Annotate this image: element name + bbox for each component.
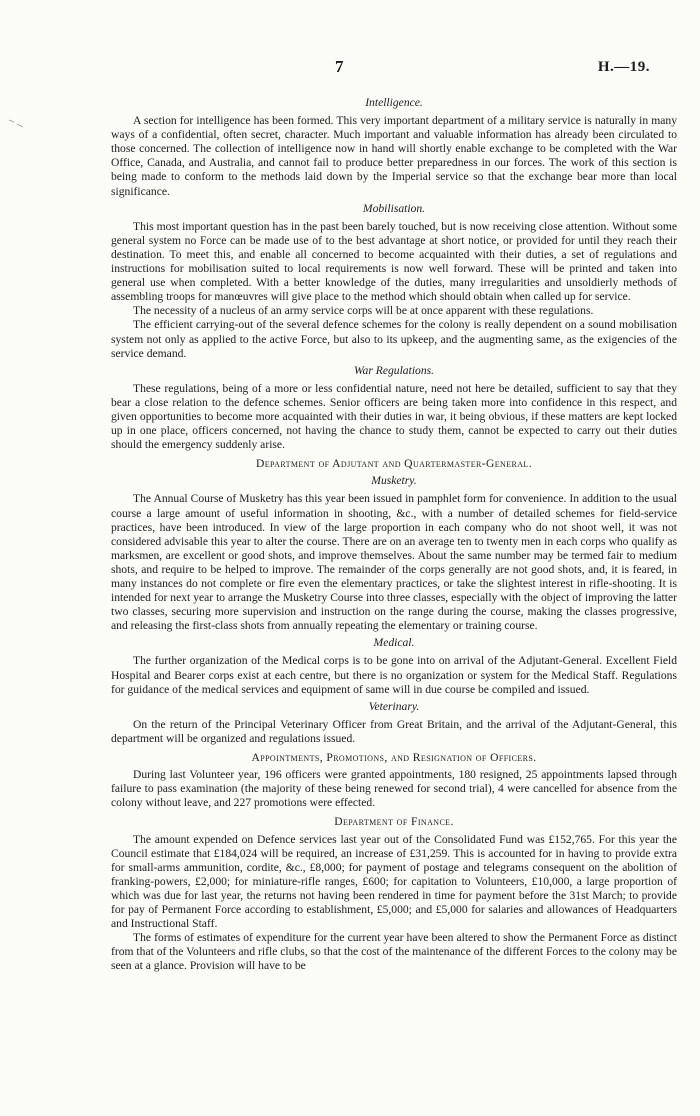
section-heading-medical: Medical. (373, 636, 415, 650)
paragraph: The further organization of the Medical corps is to be gone into on arrival of the Adjutant-General. Excellent Field Hospital and Bearer corps exist at each centre, but there is no organization or system for the Medical Staff. Regulations for guidance of the medical services and equipment of same will in due course be compiled and issued. (111, 654, 677, 696)
section-heading-musketry: Musketry. (371, 474, 417, 488)
paragraph: During last Volunteer year, 196 officers were granted appointments, 180 resigned, 25 appointments lapsed through failure to pass examination (the majority of these being renewed for second trial), 4 were cancelled for absence from the colony without leave, and 227 promotions were effected. (111, 768, 677, 810)
paragraph: On the return of the Principal Veterinary Officer from Great Britain, and the arrival of the Adjutant-General, this department will be organized and regulations issued. (111, 717, 677, 745)
paragraph: The forms of estimates of expenditure for the current year have been altered to show the Permanent Force as distinct from that of the Volunteers and rifle clubs, so that the cost of the maintenance of the different Forces to the colony may be seen at a glance. Provision will have to be (111, 931, 677, 973)
paragraph: The Annual Course of Musketry has this year been issued in pamphlet form for convenience. In addition to the usual course a large amount of useful information in shooting, &c., with a number of detailed schemes for field-service practices, have been introduced. In view of the large proportion in each company who do not shoot well, it was not considered advisable this year to alter the course. There are on an average ten to twenty men in each corps who qualify as marksmen, are excellent or good shots, and improve themselves. About the same number may be termed fair to medium shots, and require to be helped to improve. The remainder of the corps generally are not good shots, and, it is feared, in many instances do not complete or fire even the elementary practices, or take the slightest interest in rifle-shooting. It is intended for next year to arrange the Musketry Course into three classes, especially with the object of improving the latter two classes, securing more supervision and instruction on the range during the course, making the classes progressive, and releasing the first-class shots from annually repeating the elementary or training course. (111, 492, 677, 633)
document-body (111, 93, 677, 973)
paragraph: The necessity of a nucleus of an army service corps will be at once apparent with these regulations. (133, 304, 594, 318)
document-reference: H.—19. (597, 59, 650, 75)
paragraph: This most important question has in the past been barely touched, but is now receiving close attention. Without some general system no Force can be made use of to the best advantage at short notice, or provided for until they reach their destination. To meet this, and enable all concerned to become acquainted with their duties, a set of regulations and instructions for mobilisation suited to local requirements is now well forward. These will be printed and taken into general use when completed. With a better knowledge of the duties, many irregularities and unsoldierly methods of assembling troops for manœuvres will give place to the method which should obtain when called up for service. (111, 219, 677, 304)
section-heading-war-regulations: War Regulations. (353, 363, 435, 377)
department-heading-adjutant: Department of Adjutant and Quartermaster-General. (255, 457, 533, 471)
page-header (0, 57, 700, 82)
margin-mark (8, 118, 24, 128)
section-heading-intelligence: Intelligence. (365, 96, 423, 109)
paragraph: A section for intelligence has been formed. This very important department of a military service is naturally in many ways of a confidential, often secret, character. Much important and valuable information has already been circulated to those concerned. The collection of intelligence now in hand will shortly enable exchange to be completed with the War Office, Canada, and Australia, and cannot fail to produce better preparedness in our forces. The work of this section is being made to conform to the methods laid down by the Imperial service so that the exchange bear more than local significance. (111, 114, 677, 198)
paragraph: The efficient carrying-out of the several defence schemes for the colony is really dependent on a sound mobilisation system not only as applied to the active Force, but also to its upkeep, and the augmenting same, as the exigencies of the service demand. (111, 318, 677, 360)
page-number: 7 (335, 57, 344, 76)
department-heading-appointments: Appointments, Promotions, and Resignation of Officers. (251, 751, 537, 765)
section-heading-veterinary: Veterinary. (368, 699, 420, 713)
paragraph: The amount expended on Defence services last year out of the Consolidated Fund was £152,765. For this year the Council estimate that £184,024 will be required, an increase of £31,259. This is accounted for in having to provide extra for small-arms ammunition, cordite, &c., £8,000; for payment of postage and telegrams consequent on the abolition of franking-powers, £2,000; for miniature-rifle ranges, £600; for capitation to Volunteers, £10,000, a large proportion of which was due for last year, the returns not having been rendered in time for payment before the 31st March; to provide for pay of Permanent Force according to establishment, £5,000; and £5,000 for salaries and allowances of Headquarters and Instructional Staff. (111, 832, 677, 931)
department-heading-finance: Department of Finance. (334, 815, 454, 829)
paragraph: These regulations, being of a more or less confidential nature, need not here be detailed, sufficient to say that they bear a close relation to the defence schemes. Senior officers are being taken more into confidence in this respect, and given opportunities to become more acquainted with their duties in war, it being obvious, if these matters are kept locked up in one place, officers concerned, not having the chance to study them, cannot be expected to carry out their duties should the emergency suddenly arise. (111, 381, 677, 452)
section-heading-mobilisation: Mobilisation. (362, 201, 426, 215)
